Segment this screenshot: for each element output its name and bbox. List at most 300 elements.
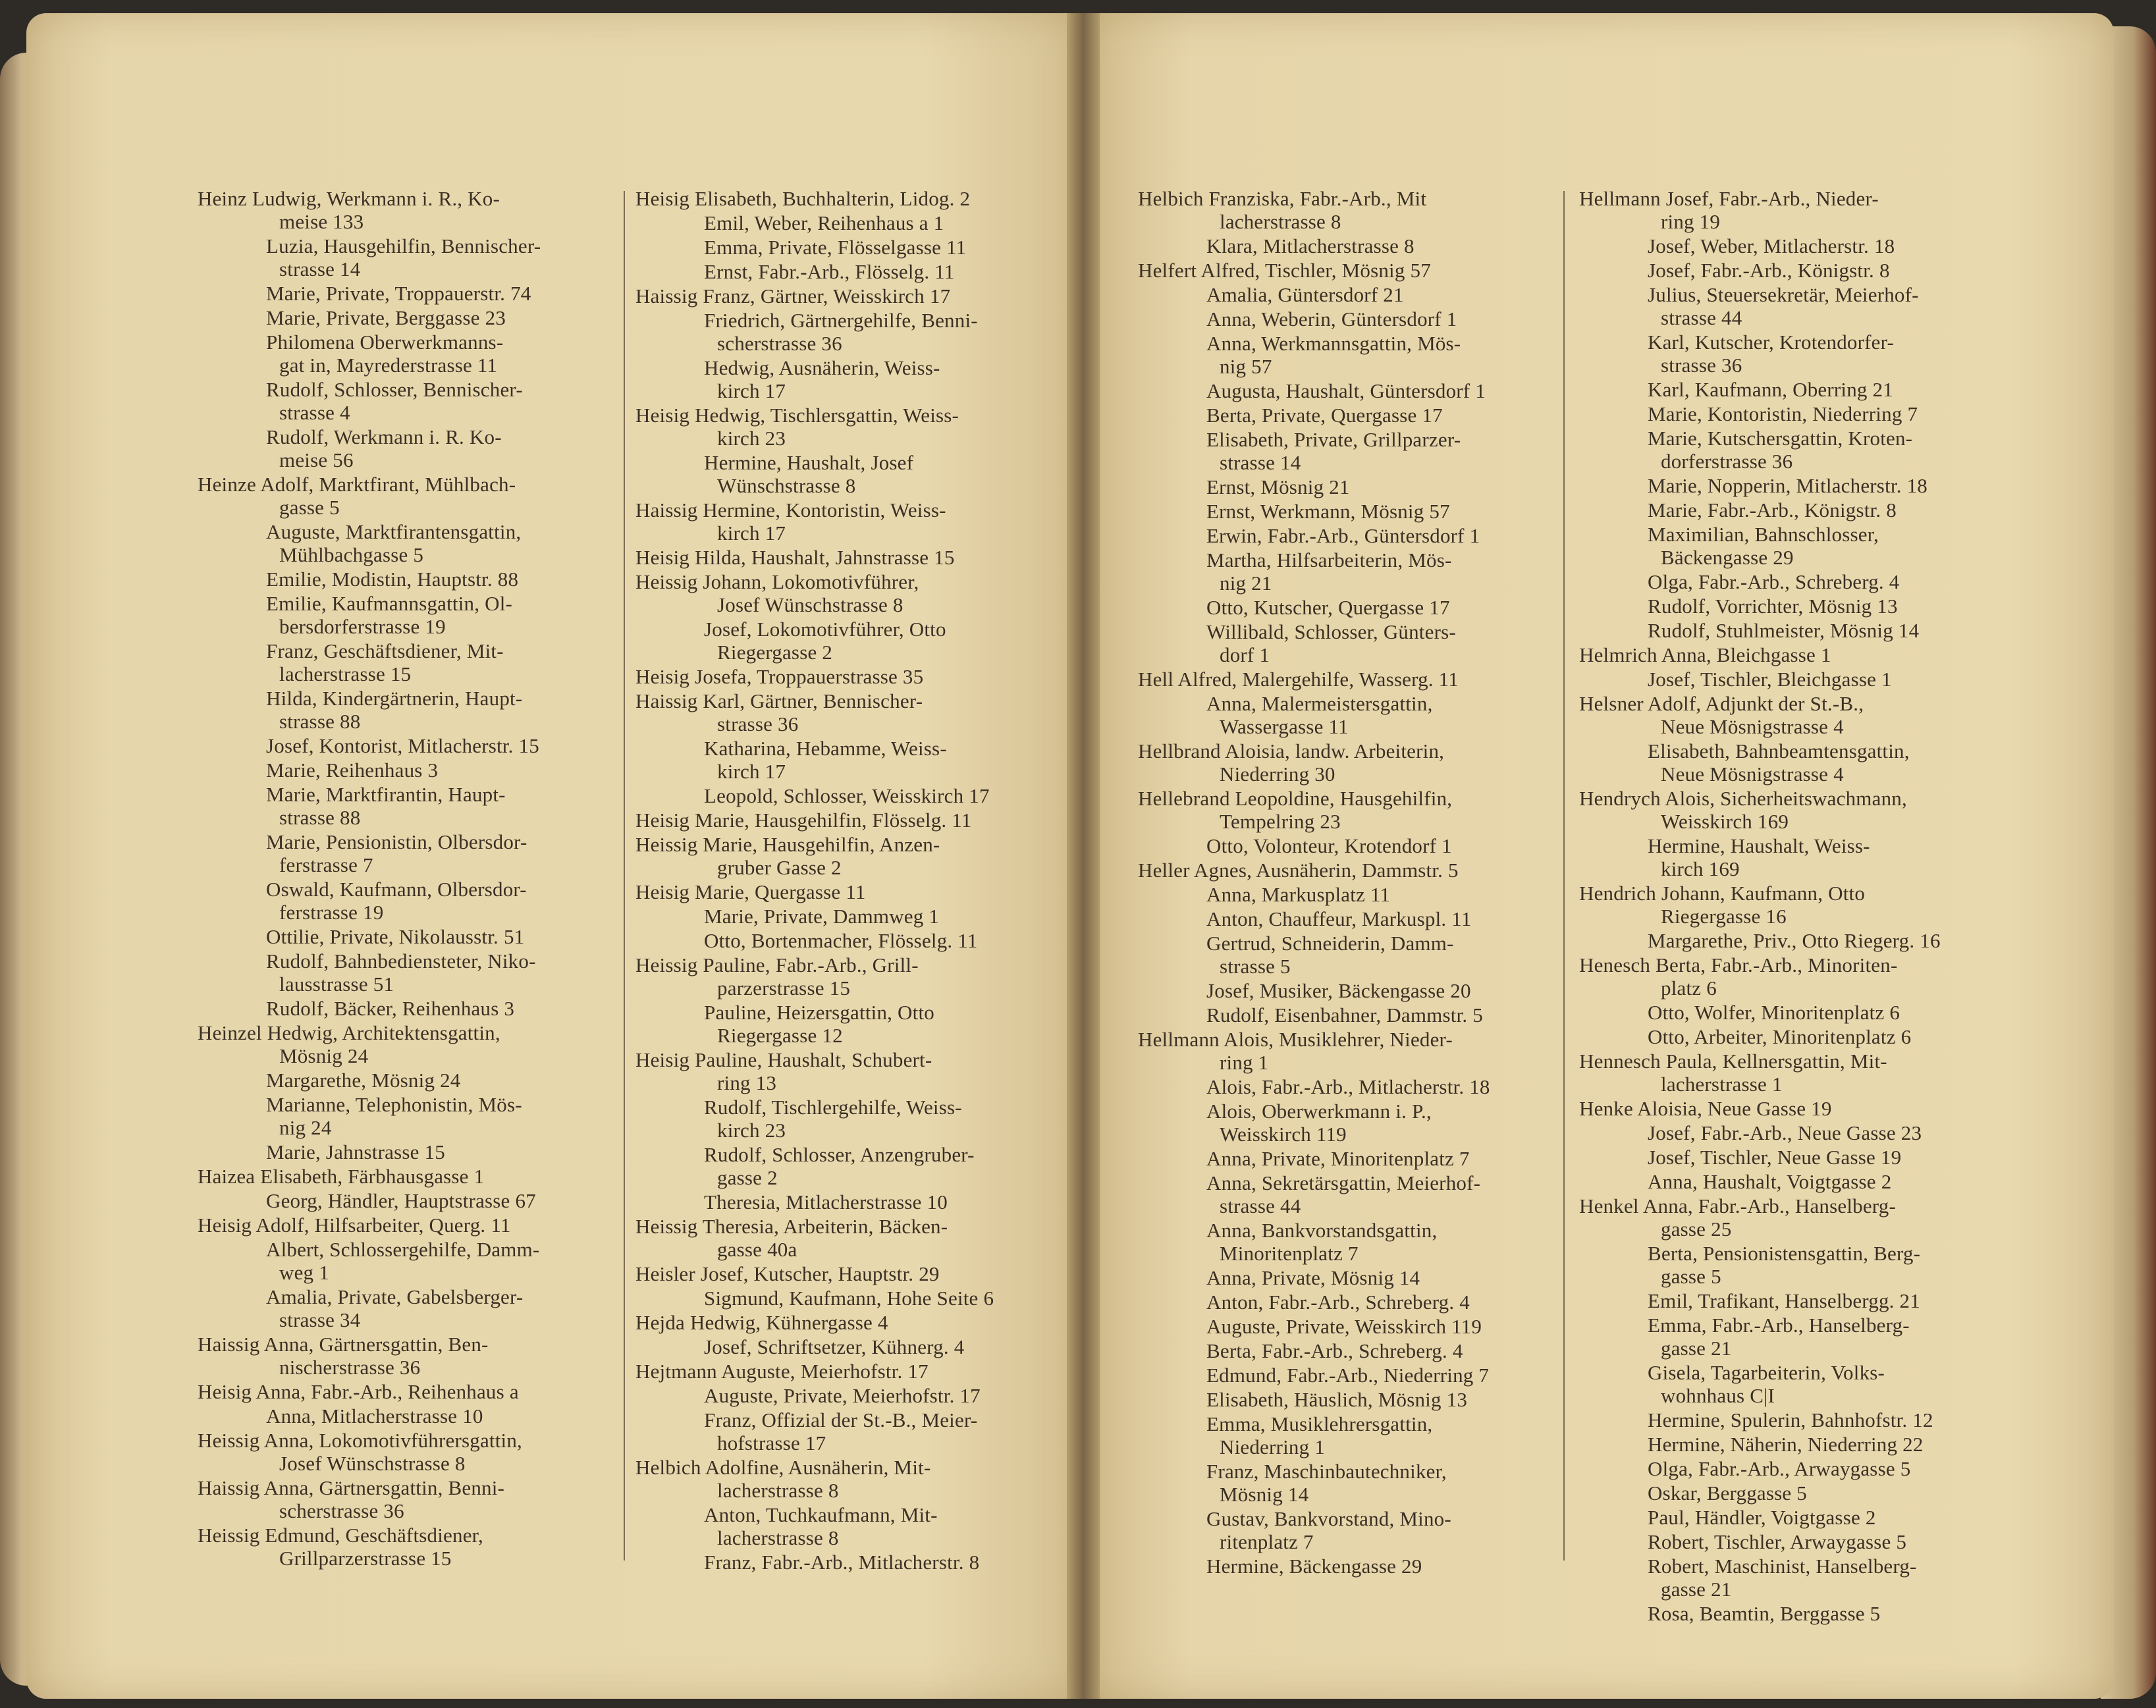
entry-continuation-line: Weisskirch 119 — [1220, 1123, 1347, 1146]
entry-continuation-line: kirch 169 — [1661, 857, 1740, 880]
entry-line: Karl, Kutscher, Krotendorfer- — [1648, 331, 1895, 354]
directory-entry — [1579, 619, 2001, 642]
directory-entry-surname — [1579, 882, 2001, 928]
entry-line: Erwin, Fabr.-Arb., Güntersdorf 1 — [1206, 524, 1480, 547]
entry-line: Hejda Hedwig, Kühnergasse 4 — [635, 1311, 888, 1334]
entry-line: Heisig Elisabeth, Buchhalterin, Lidog. 2 — [635, 187, 971, 210]
directory-entry-surname — [635, 833, 1057, 879]
entry-line: Olga, Fabr.-Arb., Arwaygasse 5 — [1648, 1457, 1911, 1480]
entry-continuation-line: gasse 5 — [1661, 1265, 1721, 1288]
directory-entry — [1138, 404, 1559, 427]
entry-line: Emma, Fabr.-Arb., Hanselberg- — [1648, 1314, 1910, 1337]
entry-line: Heissig Johann, Lokomotivführer, — [635, 570, 919, 593]
directory-entry — [635, 260, 1057, 283]
entry-line: Josef, Lokomotivführer, Otto — [704, 618, 946, 641]
directory-entry-surname — [198, 473, 606, 519]
directory-entry — [1579, 1602, 2001, 1625]
directory-entry — [198, 520, 606, 566]
directory-entry-surname — [635, 404, 1057, 450]
entry-line: Heisig Pauline, Haushalt, Schubert- — [635, 1048, 932, 1071]
entry-line: Marie, Private, Berggasse 23 — [266, 306, 506, 329]
directory-entry — [198, 1189, 606, 1212]
directory-entry — [1138, 692, 1559, 738]
directory-entry — [1579, 402, 2001, 425]
entry-continuation-line: nig 21 — [1220, 572, 1272, 595]
entry-line: Rudolf, Eisenbahner, Dammstr. 5 — [1206, 1003, 1483, 1027]
entry-line: Berta, Private, Quergasse 17 — [1206, 404, 1443, 427]
entry-line: Anton, Fabr.-Arb., Schreberg. 4 — [1206, 1291, 1470, 1314]
directory-entry — [1579, 1001, 2001, 1024]
entry-continuation-line: gasse 2 — [717, 1166, 778, 1189]
entry-continuation-line: Wassergasse 11 — [1220, 715, 1349, 738]
entry-line: Hellbrand Aloisia, landw. Arbeiterin, — [1138, 739, 1445, 762]
entry-line: Anton, Tuchkaufmann, Mit- — [704, 1503, 938, 1526]
entry-line: Rudolf, Stuhlmeister, Mösnig 14 — [1648, 619, 1920, 642]
entry-line: Gertrud, Schneiderin, Damm- — [1206, 932, 1454, 955]
entry-line: Philomena Oberwerkmanns- — [266, 331, 504, 354]
entry-line: Auguste, Private, Meierhofstr. 17 — [704, 1384, 981, 1407]
directory-entry — [1138, 907, 1559, 930]
entry-line: Helbich Franziska, Fabr.-Arb., Mit — [1138, 187, 1427, 210]
directory-entry — [635, 1384, 1057, 1407]
entry-line: Heisig Marie, Quergasse 11 — [635, 880, 866, 903]
entry-line: Hellebrand Leopoldine, Hausgehilfin, — [1138, 787, 1453, 810]
entry-line: Pauline, Heizersgattin, Otto — [704, 1001, 934, 1024]
entry-line: Amalia, Güntersdorf 21 — [1206, 283, 1404, 306]
directory-entry — [1579, 1506, 2001, 1529]
directory-entry — [198, 878, 606, 924]
directory-entry — [1138, 883, 1559, 906]
directory-entry — [635, 905, 1057, 928]
entry-line: Heinz Ludwig, Werkmann i. R., Ko- — [198, 187, 500, 210]
directory-entry — [198, 759, 606, 782]
entry-line: Auguste, Private, Weisskirch 119 — [1206, 1315, 1482, 1338]
entry-line: Haizea Elisabeth, Färbhausgasse 1 — [198, 1165, 485, 1188]
directory-entry — [1138, 1219, 1559, 1265]
directory-entry — [1138, 428, 1559, 474]
entry-continuation-line: strasse 34 — [279, 1308, 361, 1331]
directory-entry — [1138, 979, 1559, 1002]
entry-line: Rudolf, Bahnbediensteter, Niko- — [266, 949, 536, 973]
directory-entry-surname — [198, 1476, 606, 1522]
entry-line: Edmund, Fabr.-Arb., Niederring 7 — [1206, 1364, 1490, 1387]
directory-entry — [1138, 1364, 1559, 1387]
entry-line: Marie, Marktfirantin, Haupt- — [266, 783, 506, 806]
entry-line: Gisela, Tagarbeiterin, Volks- — [1648, 1361, 1885, 1384]
column-rule-left-page — [624, 191, 625, 1561]
entry-line: Helfert Alfred, Tischler, Mösnig 57 — [1138, 259, 1431, 282]
entry-line: Hennesch Paula, Kellnersgattin, Mit- — [1579, 1050, 1887, 1073]
directory-entry — [635, 784, 1057, 807]
entry-line: Hermine, Haushalt, Weiss- — [1648, 834, 1870, 857]
entry-continuation-line: strasse 36 — [717, 712, 799, 735]
entry-line: Georg, Händler, Hauptstrasse 67 — [266, 1189, 536, 1212]
book-gutter — [1067, 13, 1100, 1699]
entry-continuation-line: meise 133 — [279, 210, 364, 233]
directory-entry — [635, 236, 1057, 259]
entry-line: Olga, Fabr.-Arb., Schreberg. 4 — [1648, 570, 1900, 593]
directory-entry — [1138, 1388, 1559, 1411]
entry-line: Luzia, Hausgehilfin, Bennischer- — [266, 234, 541, 257]
entry-continuation-line: gasse 5 — [279, 496, 340, 519]
entry-line: Franz, Maschinbautechniker, — [1206, 1460, 1447, 1483]
directory-entry — [635, 211, 1057, 234]
entry-line: Marie, Pensionistin, Olbersdor- — [266, 830, 527, 853]
entry-line: Heisig Marie, Hausgehilfin, Flösselg. 11 — [635, 809, 972, 832]
directory-entry — [1138, 1266, 1559, 1289]
entry-line: Oskar, Berggasse 5 — [1648, 1481, 1807, 1505]
directory-entry — [198, 830, 606, 876]
directory-entry — [198, 568, 606, 591]
directory-entry — [198, 282, 606, 305]
directory-entry-surname — [635, 284, 1057, 307]
directory-entry-surname — [635, 570, 1057, 616]
entry-line: Anton, Chauffeur, Markuspl. 11 — [1206, 907, 1472, 930]
directory-entry — [198, 1404, 606, 1428]
entry-continuation-line: lausstrasse 51 — [279, 973, 394, 996]
directory-entry — [635, 1287, 1057, 1310]
directory-entry — [1579, 739, 2001, 786]
directory-entry — [1579, 1481, 2001, 1505]
entry-line: Josef, Fabr.-Arb., Königstr. 8 — [1648, 259, 1890, 282]
entry-line: Heisig Hedwig, Tischlersgattin, Weiss- — [635, 404, 959, 427]
directory-entry-surname — [1579, 692, 2001, 738]
entry-line: Josef, Musiker, Bäckengasse 20 — [1206, 979, 1471, 1002]
entry-line: Martha, Hilfsarbeiterin, Mös- — [1206, 548, 1452, 572]
entry-continuation-line: dorf 1 — [1220, 643, 1270, 666]
entry-continuation-line: strasse 44 — [1661, 306, 1742, 329]
directory-entry-surname — [635, 1215, 1057, 1261]
entry-line: Haissig Karl, Gärtner, Bennischer- — [635, 689, 923, 712]
directory-entry-surname — [198, 1165, 606, 1188]
entry-continuation-line: ritenplatz 7 — [1220, 1530, 1314, 1553]
directory-entry — [1138, 1315, 1559, 1338]
directory-entry-surname — [198, 1021, 606, 1067]
entry-line: Ernst, Fabr.-Arb., Flösselg. 11 — [704, 260, 955, 283]
entry-line: Hellmann Alois, Musiklehrer, Nieder- — [1138, 1028, 1453, 1051]
entry-line: Heissig Anna, Lokomotivführersgattin, — [198, 1429, 523, 1452]
entry-line: Otto, Kutscher, Quergasse 17 — [1206, 596, 1450, 619]
entry-line: Ottilie, Private, Nikolausstr. 51 — [266, 925, 525, 948]
entry-line: Rudolf, Bäcker, Reihenhaus 3 — [266, 997, 515, 1020]
entry-line: Maximilian, Bahnschlosser, — [1648, 523, 1879, 546]
entry-continuation-line: weg 1 — [279, 1261, 329, 1284]
entry-continuation-line: kirch 17 — [717, 521, 786, 545]
directory-entry-surname — [198, 1214, 606, 1237]
entry-line: Gustav, Bankvorstand, Mino- — [1206, 1507, 1451, 1530]
entry-line: Otto, Wolfer, Minoritenplatz 6 — [1648, 1001, 1900, 1024]
directory-entry — [1579, 1433, 2001, 1456]
entry-line: Hermine, Bäckengasse 29 — [1206, 1555, 1422, 1578]
entry-continuation-line: strasse 88 — [279, 710, 361, 733]
entry-continuation-line: gasse 21 — [1661, 1578, 1732, 1601]
entry-continuation-line: Weisskirch 169 — [1661, 810, 1789, 833]
entry-continuation-line: Grillparzerstrasse 15 — [279, 1547, 452, 1570]
directory-entry-surname — [635, 1311, 1057, 1334]
entry-line: Heissig Marie, Hausgehilfin, Anzen- — [635, 833, 940, 856]
directory-entry — [1579, 1242, 2001, 1288]
entry-line: Hermine, Spulerin, Bahnhofstr. 12 — [1648, 1408, 1933, 1431]
entry-line: Anna, Mitlacherstrasse 10 — [266, 1404, 483, 1428]
directory-entry-surname — [635, 809, 1057, 832]
entry-line: Josef, Kontorist, Mitlacherstr. 15 — [266, 734, 539, 757]
directory-entry — [1579, 234, 2001, 257]
directory-column-2 — [635, 186, 1057, 1575]
entry-line: Amalia, Private, Gabelsberger- — [266, 1285, 524, 1308]
directory-entry-surname — [1579, 787, 2001, 833]
entry-continuation-line: nig 57 — [1220, 355, 1272, 378]
entry-continuation-line: gasse 25 — [1661, 1217, 1732, 1241]
entry-continuation-line: Tempelring 23 — [1220, 810, 1341, 833]
entry-line: Anna, Markusplatz 11 — [1206, 883, 1391, 906]
entry-line: Heisig Josefa, Troppauerstrasse 35 — [635, 665, 924, 688]
entry-line: Alois, Fabr.-Arb., Mitlacherstr. 18 — [1206, 1075, 1490, 1098]
entry-line: Franz, Offizial der St.-B., Meier- — [704, 1408, 978, 1431]
entry-line: Robert, Tischler, Arwaygasse 5 — [1648, 1530, 1907, 1553]
entry-continuation-line: gruber Gasse 2 — [717, 856, 842, 879]
directory-entry — [198, 378, 606, 424]
entry-line: Henkel Anna, Fabr.-Arb., Hanselberg- — [1579, 1194, 1896, 1217]
directory-entry — [1579, 1314, 2001, 1360]
entry-line: Emma, Private, Flösselgasse 11 — [704, 236, 967, 259]
directory-entry — [198, 306, 606, 329]
directory-entry — [635, 1096, 1057, 1142]
directory-entry-surname — [198, 1333, 606, 1379]
entry-line: Auguste, Marktfirantensgattin, — [266, 520, 522, 543]
entry-line: Otto, Volonteur, Krotendorf 1 — [1206, 834, 1452, 857]
directory-entry — [1579, 259, 2001, 282]
entry-line: Rudolf, Werkmann i. R. Ko- — [266, 425, 502, 448]
directory-entry — [1579, 1530, 2001, 1553]
directory-entry-surname — [1579, 953, 2001, 1000]
directory-entry — [1579, 1555, 2001, 1601]
entry-line: Josef, Tischler, Neue Gasse 19 — [1648, 1146, 1902, 1169]
directory-entry-surname — [635, 880, 1057, 903]
directory-entry-surname — [1138, 187, 1559, 233]
entry-continuation-line: Riegergasse 16 — [1661, 905, 1787, 928]
entry-line: Heinzel Hedwig, Architektensgattin, — [198, 1021, 500, 1044]
entry-line: Helsner Adolf, Adjunkt der St.-B., — [1579, 692, 1864, 715]
directory-entry-surname — [1138, 787, 1559, 833]
entry-line: Katharina, Hebamme, Weiss- — [704, 737, 947, 760]
entry-line: Marie, Kutschersgattin, Kroten- — [1648, 427, 1913, 450]
directory-entry — [1579, 1361, 2001, 1407]
entry-line: Marie, Nopperin, Mitlacherstr. 18 — [1648, 474, 1927, 497]
entry-line: Marie, Jahnstrasse 15 — [266, 1140, 445, 1163]
entry-line: Heissig Edmund, Geschäftsdiener, — [198, 1524, 483, 1547]
entry-continuation-line: strasse 44 — [1220, 1194, 1301, 1217]
entry-line: Heinze Adolf, Marktfirant, Mühlbach- — [198, 473, 516, 496]
entry-continuation-line: wohnhaus C|I — [1661, 1384, 1775, 1407]
directory-entry — [1138, 1555, 1559, 1578]
entry-continuation-line: Mühlbachgasse 5 — [279, 543, 424, 566]
entry-line: Anna, Werkmannsgattin, Mös- — [1206, 332, 1461, 355]
entry-continuation-line: strasse 88 — [279, 806, 361, 829]
directory-entry-surname — [1138, 1028, 1559, 1074]
directory-entry — [1579, 1025, 2001, 1048]
entry-continuation-line: scherstrasse 36 — [279, 1499, 404, 1522]
entry-line: Albert, Schlossergehilfe, Damm- — [266, 1238, 540, 1261]
entry-line: Sigmund, Kaufmann, Hohe Seite 6 — [704, 1287, 994, 1310]
directory-entry-surname — [1138, 259, 1559, 282]
entry-line: Ernst, Mösnig 21 — [1206, 475, 1350, 498]
entry-line: Berta, Pensionistensgattin, Berg- — [1648, 1242, 1921, 1265]
directory-entry — [635, 1335, 1057, 1358]
entry-line: Franz, Fabr.-Arb., Mitlacherstr. 8 — [704, 1551, 980, 1574]
directory-entry — [1579, 474, 2001, 497]
directory-entry — [1138, 379, 1559, 402]
directory-entry — [1138, 596, 1559, 619]
entry-continuation-line: kirch 23 — [717, 427, 786, 450]
directory-entry-surname — [635, 498, 1057, 545]
entry-line: Berta, Fabr.-Arb., Schreberg. 4 — [1206, 1339, 1463, 1362]
directory-entry — [635, 929, 1057, 952]
entry-continuation-line: Josef Wünschstrasse 8 — [279, 1452, 466, 1475]
entry-line: Otto, Bortenmacher, Flösselg. 11 — [704, 929, 978, 952]
directory-entry — [198, 234, 606, 280]
directory-entry — [198, 949, 606, 996]
entry-continuation-line: strasse 5 — [1220, 955, 1291, 978]
directory-entry — [1138, 234, 1559, 257]
entry-continuation-line: kirch 23 — [717, 1119, 786, 1142]
entry-line: Marie, Private, Troppauerstr. 74 — [266, 282, 531, 305]
entry-line: Oswald, Kaufmann, Olbersdor- — [266, 878, 527, 901]
directory-entry — [1579, 427, 2001, 473]
entry-line: Hell Alfred, Malergehilfe, Wasserg. 11 — [1138, 668, 1459, 691]
entry-line: Hedwig, Ausnäherin, Weiss- — [704, 356, 940, 379]
directory-entry — [635, 356, 1057, 402]
entry-line: Emilie, Kaufmannsgattin, Ol- — [266, 592, 513, 615]
directory-entry — [635, 1551, 1057, 1574]
entry-line: Helbich Adolfine, Ausnäherin, Mit- — [635, 1456, 931, 1479]
directory-column-3 — [1138, 186, 1559, 1579]
entry-line: Josef, Tischler, Bleichgasse 1 — [1648, 668, 1892, 691]
directory-entry — [1138, 1507, 1559, 1553]
entry-line: Hejtmann Auguste, Meierhofstr. 17 — [635, 1360, 929, 1383]
directory-entry-surname — [1138, 739, 1559, 786]
entry-continuation-line: meise 56 — [279, 448, 354, 471]
directory-entry — [635, 1190, 1057, 1214]
directory-entry — [1138, 1003, 1559, 1027]
entry-continuation-line: kirch 17 — [717, 379, 786, 402]
entry-line: Franz, Geschäftsdiener, Mit- — [266, 639, 504, 662]
entry-line: Emil, Trafikant, Hanselbergg. 21 — [1648, 1289, 1920, 1312]
entry-line: Anna, Malermeistersgattin, — [1206, 692, 1433, 715]
directory-entry-surname — [198, 1429, 606, 1475]
directory-entry-surname — [1579, 187, 2001, 233]
entry-line: Margarethe, Mösnig 24 — [266, 1069, 461, 1092]
directory-entry — [1579, 523, 2001, 569]
directory-entry — [198, 1069, 606, 1092]
entry-line: Haissig Franz, Gärtner, Weisskirch 17 — [635, 284, 951, 307]
directory-entry — [1138, 283, 1559, 306]
directory-entry — [635, 309, 1057, 355]
entry-line: Alois, Oberwerkmann i. P., — [1206, 1100, 1432, 1123]
entry-continuation-line: lacherstrasse 8 — [1220, 210, 1341, 233]
directory-entry-surname — [198, 187, 606, 233]
entry-line: Elisabeth, Bahnbeamtensgattin, — [1648, 739, 1910, 762]
entry-line: Marie, Reihenhaus 3 — [266, 759, 439, 782]
directory-entry — [198, 331, 606, 377]
directory-entry-surname — [635, 689, 1057, 735]
directory-entry — [1138, 1100, 1559, 1146]
directory-entry — [1138, 524, 1559, 547]
entry-continuation-line: lacherstrasse 1 — [1661, 1073, 1783, 1096]
entry-continuation-line: hofstrasse 17 — [717, 1431, 826, 1454]
directory-entry — [198, 1093, 606, 1139]
entry-line: Ernst, Werkmann, Mösnig 57 — [1206, 500, 1450, 523]
directory-entry — [198, 592, 606, 638]
entry-continuation-line: Niederring 30 — [1220, 762, 1335, 786]
directory-entry — [1138, 332, 1559, 378]
directory-entry — [1138, 1075, 1559, 1098]
entry-continuation-line: nig 24 — [279, 1116, 332, 1139]
directory-entry-surname — [635, 1048, 1057, 1094]
entry-line: Henke Aloisia, Neue Gasse 19 — [1579, 1097, 1832, 1120]
directory-entry — [1579, 929, 2001, 952]
directory-entry — [635, 618, 1057, 664]
entry-continuation-line: strasse 36 — [1661, 354, 1742, 377]
directory-entry — [1579, 498, 2001, 521]
directory-entry — [198, 425, 606, 471]
entry-line: Otto, Arbeiter, Minoritenplatz 6 — [1648, 1025, 1912, 1048]
directory-entry — [1579, 668, 2001, 691]
entry-line: Rosa, Beamtin, Berggasse 5 — [1648, 1602, 1881, 1625]
directory-entry-surname — [1579, 643, 2001, 666]
entry-continuation-line: dorferstrasse 36 — [1661, 450, 1793, 473]
entry-continuation-line: ring 19 — [1661, 210, 1721, 233]
entry-continuation-line: gat in, Mayrederstrasse 11 — [279, 354, 498, 377]
entry-line: Haissig Anna, Gärtnersgattin, Benni- — [198, 1476, 505, 1499]
entry-continuation-line: strasse 4 — [279, 401, 350, 424]
entry-line: Helmrich Anna, Bleichgasse 1 — [1579, 643, 1831, 666]
entry-continuation-line: lacherstrasse 8 — [717, 1526, 839, 1549]
directory-entry — [1138, 1460, 1559, 1506]
directory-entry-surname — [635, 1360, 1057, 1383]
directory-entry — [1579, 834, 2001, 880]
entry-line: Emilie, Modistin, Hauptstr. 88 — [266, 568, 519, 591]
directory-entry — [198, 639, 606, 685]
directory-entry — [198, 734, 606, 757]
directory-entry — [1579, 1457, 2001, 1480]
entry-line: Hermine, Näherin, Niederring 22 — [1648, 1433, 1924, 1456]
directory-entry — [635, 1408, 1057, 1454]
directory-entry — [1579, 331, 2001, 377]
entry-line: Marianne, Telephonistin, Mös- — [266, 1093, 522, 1116]
directory-entry-surname — [198, 1524, 606, 1570]
directory-entry-surname — [635, 665, 1057, 688]
entry-line: Henesch Berta, Fabr.-Arb., Minoriten- — [1579, 953, 1898, 976]
directory-entry — [1138, 500, 1559, 523]
entry-continuation-line: strasse 14 — [279, 257, 361, 280]
entry-continuation-line: nischerstrasse 36 — [279, 1356, 421, 1379]
entry-continuation-line: Bäckengasse 29 — [1661, 546, 1794, 569]
entry-line: Friedrich, Gärtnergehilfe, Benni- — [704, 309, 978, 332]
entry-line: Anna, Haushalt, Voigtgasse 2 — [1648, 1170, 1892, 1193]
entry-line: Heissig Pauline, Fabr.-Arb., Grill- — [635, 953, 919, 976]
directory-entry — [1579, 378, 2001, 401]
entry-line: Margarethe, Priv., Otto Riegerg. 16 — [1648, 929, 1941, 952]
entry-continuation-line: Riegergasse 2 — [717, 641, 833, 664]
entry-line: Marie, Private, Dammweg 1 — [704, 905, 940, 928]
directory-entry — [198, 1238, 606, 1284]
directory-entry — [1138, 834, 1559, 857]
entry-continuation-line: parzerstrasse 15 — [717, 976, 851, 1000]
entry-continuation-line: Mösnig 24 — [279, 1044, 369, 1067]
entry-line: Marie, Kontoristin, Niederring 7 — [1648, 402, 1918, 425]
entry-line: Elisabeth, Häuslich, Mösnig 13 — [1206, 1388, 1468, 1411]
directory-entry — [635, 451, 1057, 497]
